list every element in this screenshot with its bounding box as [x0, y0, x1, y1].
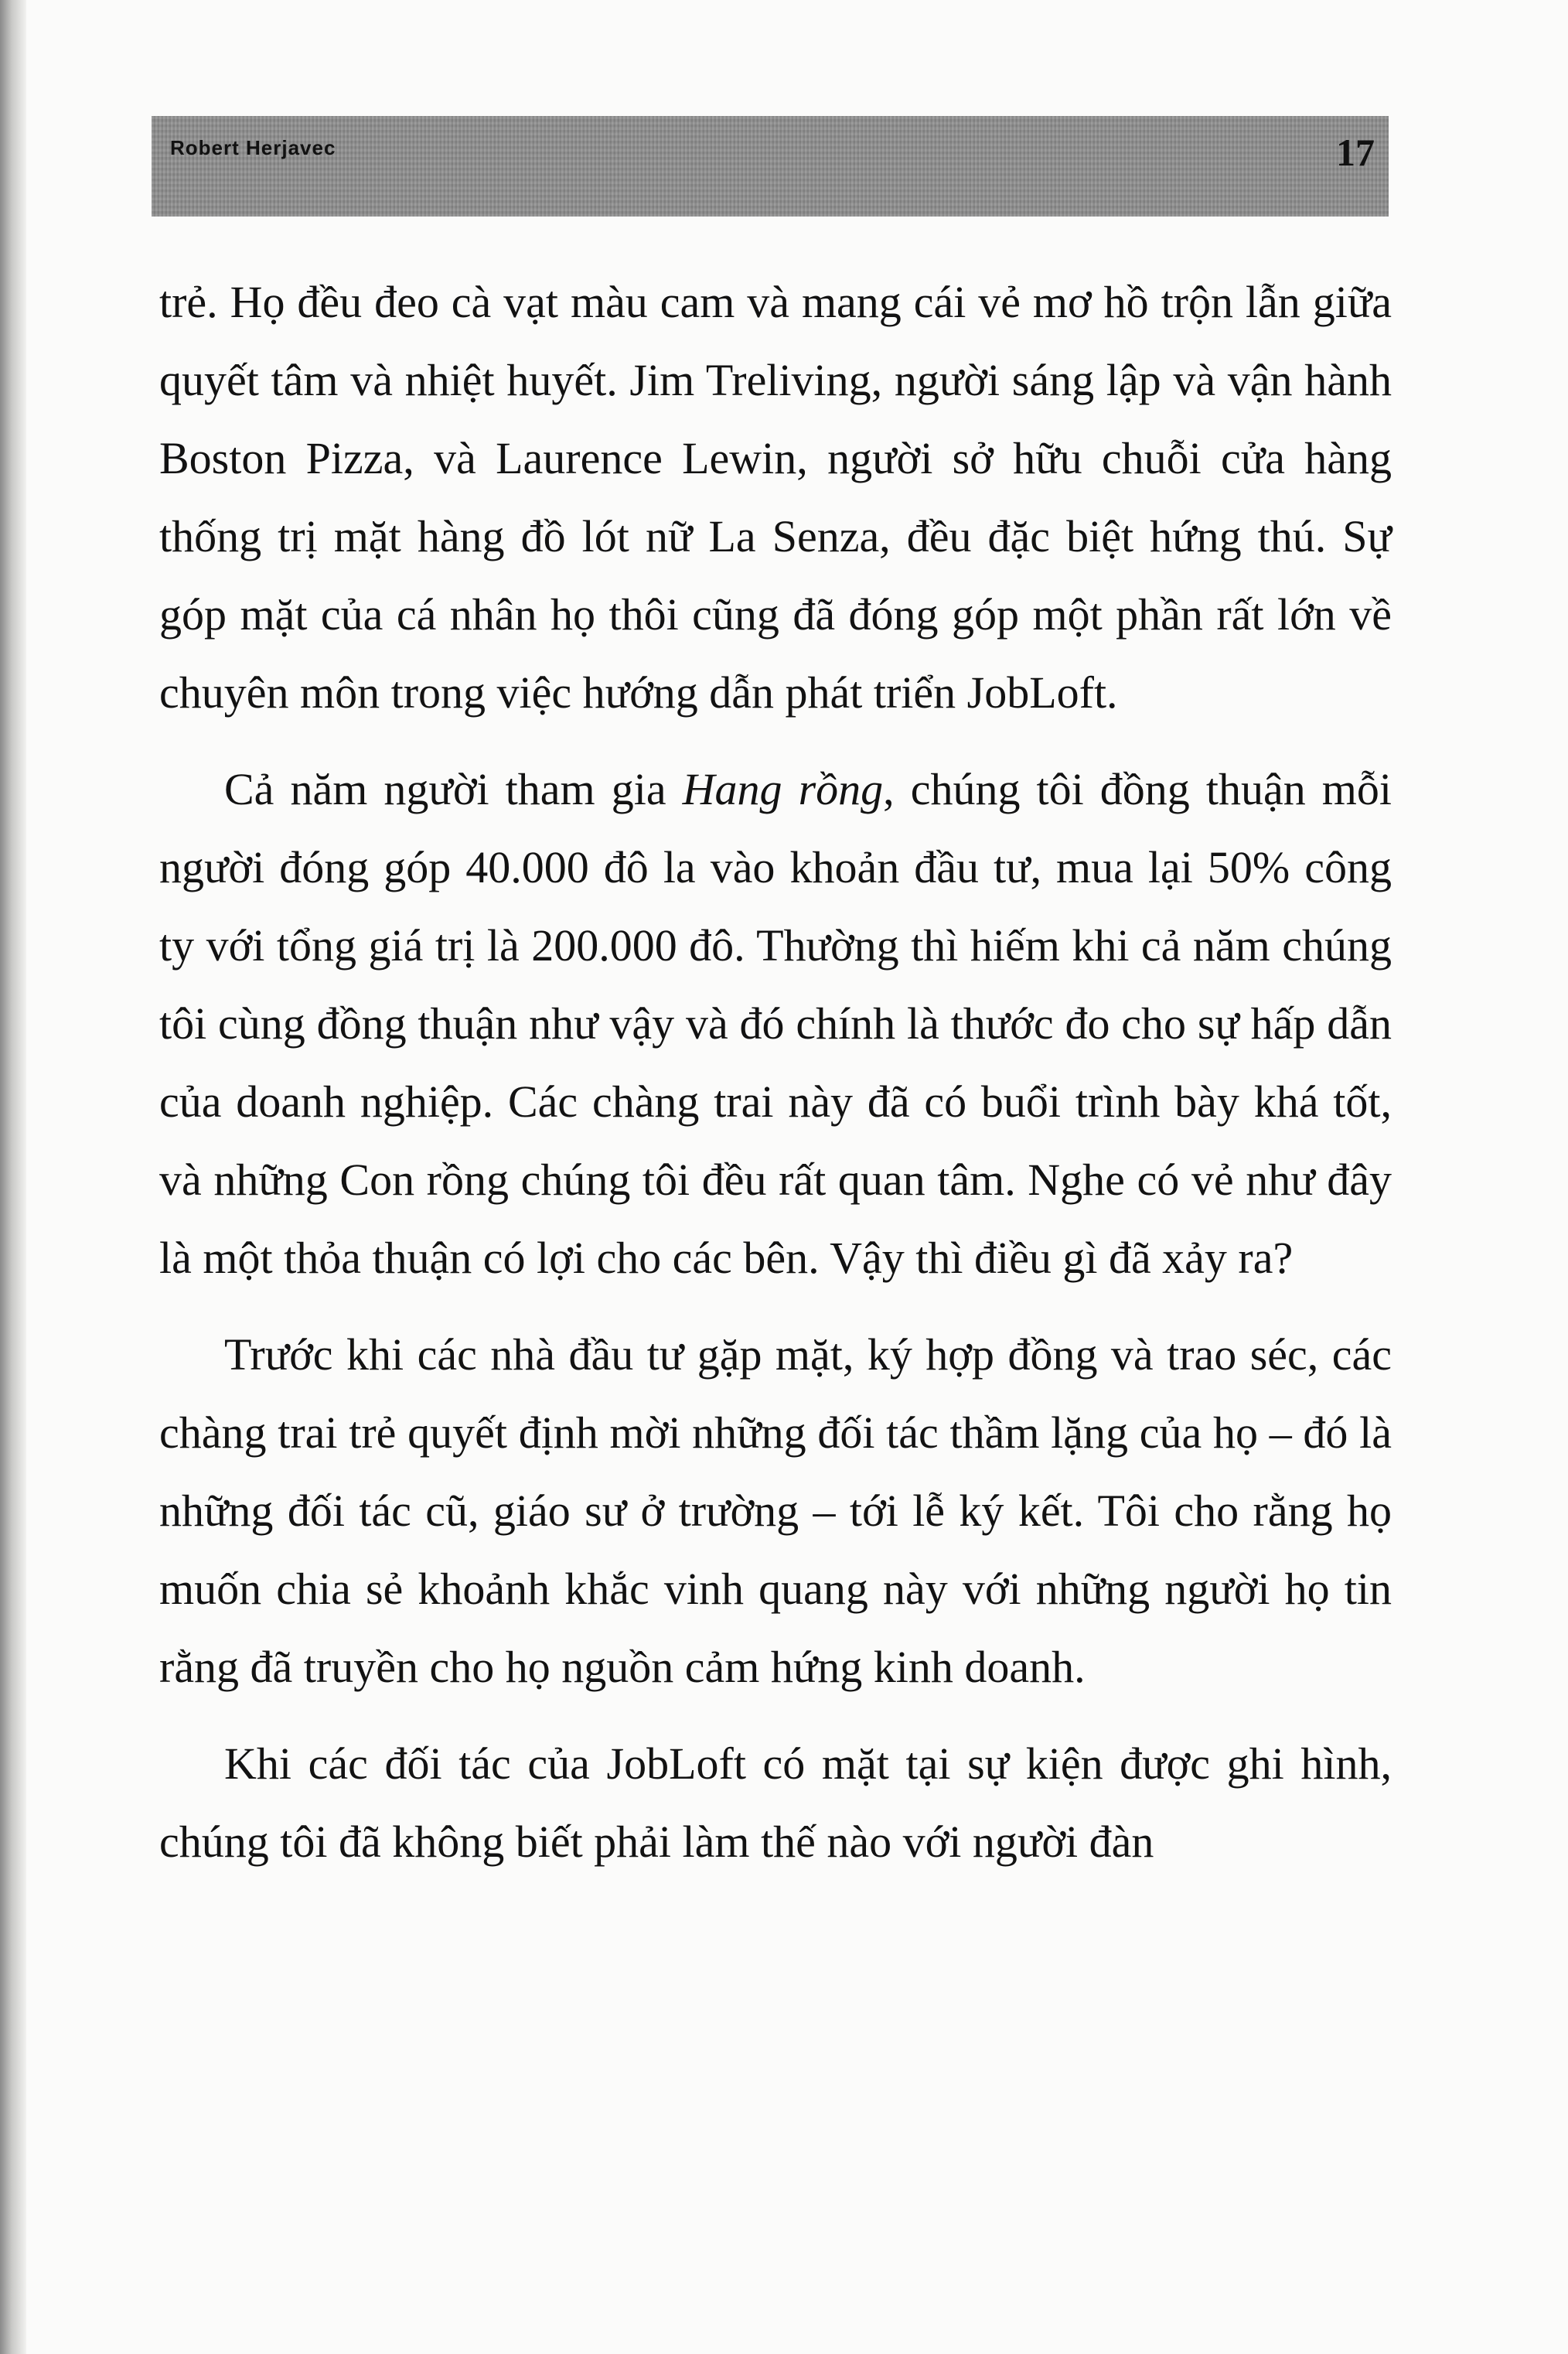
show-title-italic: Hang rồng	[682, 764, 884, 814]
paragraph-4: Khi các đối tác của JobLoft có mặt tại sự kiện được ghi hình, chúng tôi đã không biết phải làm thế nào với người đàn	[159, 1738, 1392, 1867]
running-header-author: Robert Herjavec	[170, 136, 336, 159]
page-left-edge	[0, 0, 26, 2354]
paragraph-2	[159, 750, 1392, 1297]
running-header-band	[152, 116, 1389, 217]
paragraph-2-start: Cả năm người tham gia	[224, 764, 683, 814]
paragraph-1: trẻ. Họ đều đeo cà vạt màu cam và mang cái vẻ mơ hồ trộn lẫn giữa quyết tâm và nhiệt huyết. Jim Treliving, người sáng lập và vận hành Boston Pizza, và Laurence Lewin, người sở hữu chuỗi cửa hàng thống trị mặt hàng đồ lót nữ La Senza, đều đặc biệt hứng thú. Sự góp mặt của cá nhân họ thôi cũng đã đóng góp một phần rất lớn về chuyên môn trong việc hướng dẫn phát triển JobLoft.	[159, 277, 1392, 718]
body-text	[159, 263, 1392, 1899]
paragraph-3: Trước khi các nhà đầu tư gặp mặt, ký hợp đồng và trao séc, các chàng trai trẻ quyết định mời những đối tác thầm lặng của họ – đó là những đối tác cũ, giáo sư ở trường – tới lễ ký kết. Tôi cho rằng họ muốn chia sẻ khoảnh khắc vinh quang này với những người họ tin rằng đã truyền cho họ nguồn cảm hứng kinh doanh.	[159, 1329, 1392, 1692]
page-number: 17	[1336, 131, 1375, 174]
paragraph-2-rest: , chúng tôi đồng thuận mỗi người đóng góp 40.000 đô la vào khoản đầu tư, mua lại 50% công ty với tổng giá trị là 200.000 đô. Thường thì hiếm khi cả năm chúng tôi cùng đồng thuận như vậy và đó chính là thước đo cho sự hấp dẫn của doanh nghiệp. Các chàng trai này đã có buổi trình bày khá tốt, và những Con rồng chúng tôi đều rất quan tâm. Nghe có vẻ như đây là một thỏa thuận có lợi cho các bên. Vậy thì điều gì đã xảy ra?	[159, 764, 1392, 1283]
